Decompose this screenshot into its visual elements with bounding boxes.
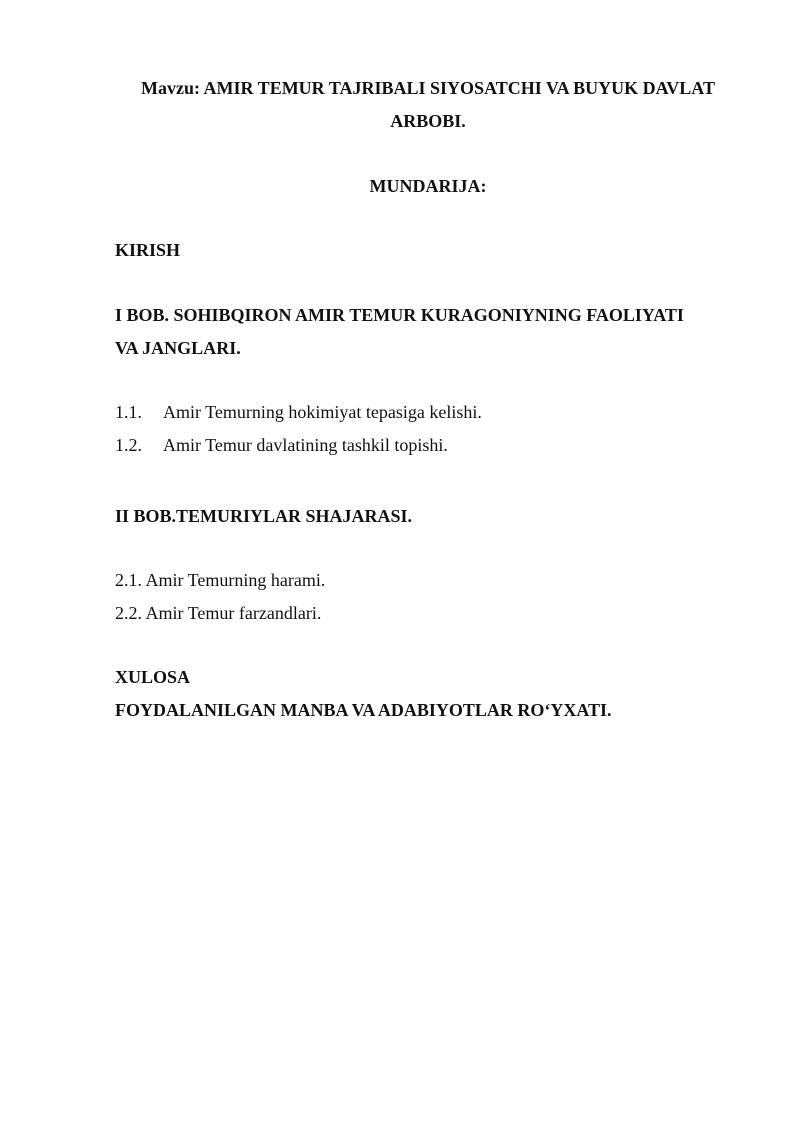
toc-conclusion: XULOSA [115,667,191,687]
document-title-line1 [0,77,800,99]
document-title-line2: ARBOBI. [390,111,466,131]
chapter2-title: II BOB.TEMURIYLAR SHAJARASI. [115,506,413,526]
chapter1-title-line2: VA JANGLARI. [115,338,241,358]
toc-item-text: Amir Temur davlatining tashkil topishi. [163,435,448,455]
toc-item-number: 1.2. [115,435,142,455]
toc-item [115,434,448,456]
toc-item [115,401,482,423]
topic-label: Mavzu: [141,78,200,98]
toc-intro: KIRISH [115,240,181,260]
toc-item: 2.2. Amir Temur farzandlari. [115,603,322,623]
toc-item-number: 1.1. [115,402,142,422]
toc-heading: MUNDARIJA: [369,176,487,196]
chapter1-title-line1: I BOB. SOHIBQIRON AMIR TEMUR KURAGONIYNING FAOLIYATI [115,305,684,325]
toc-references: FOYDALANILGAN MANBA VA ADABIYOTLAR RO‘YXATI. [115,700,612,720]
topic-title: AMIR TEMUR TAJRIBALI SIYOSATCHI VA BUYUK DAVLAT [203,78,715,98]
toc-item-text: Amir Temurning hokimiyat tepasiga kelishi. [163,402,482,422]
toc-item: 2.1. Amir Temurning harami. [115,570,326,590]
